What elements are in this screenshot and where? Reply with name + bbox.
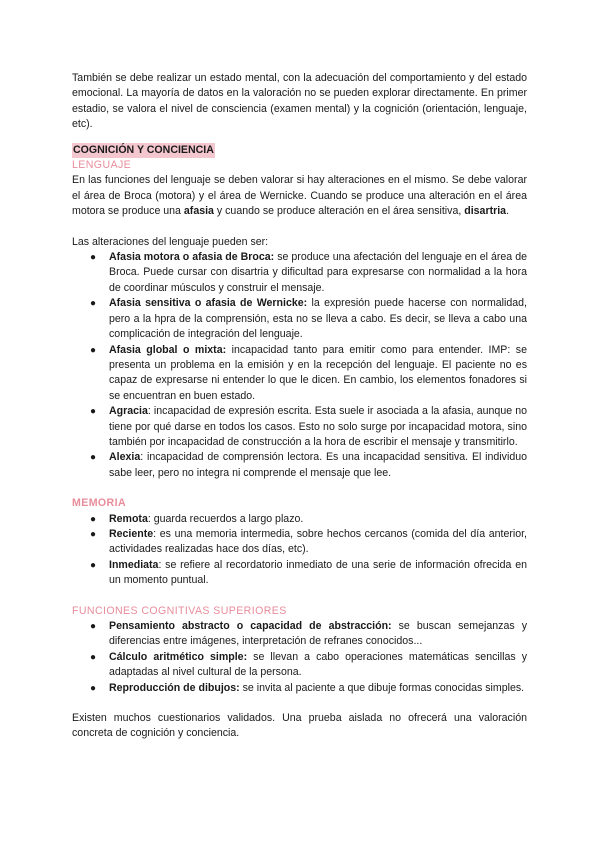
list-item: ● Inmediata: se refiere al recordatorio inmediato de una serie de información ofrecida en un momento puntual. — [90, 558, 527, 587]
bullet-icon: ● — [90, 513, 97, 525]
list-item: ● Agracia: incapacidad de expresión escrita. Esta suele ir asociada a la afasia, aunque no tiene por qué darse en todos los casos. Esto no solo surge por incapacidad motora, sino también por incapacidad de construcción a la hora de escribir el mensaje y transmitirlo. — [90, 405, 527, 448]
list-item: ● Pensamiento abstracto o capacidad de abstracción: se buscan semejanzas y diferencias entre imágenes, interpretación de refranes conocidos... — [90, 620, 527, 648]
list-item: ● Reciente: es una memoria intermedia, sobre hechos cercanos (comida del día anterior, actividades realizadas hace dos días, etc). — [90, 527, 527, 556]
heading-funciones: FUNCIONES COGNITIVAS SUPERIORES — [72, 604, 287, 617]
lenguaje-list-intro: Las alteraciones del lenguaje pueden ser: — [72, 235, 269, 248]
bullet-icon: ● — [90, 651, 97, 663]
heading-lenguaje: LENGUAJE — [72, 159, 132, 172]
lenguaje-paragraph: En las funciones del lenguaje se deben valorar si hay alteraciones en el mismo. Se debe valorar el área de Broca (motora) y el área de Wernicke. Cuando se produce una alteración en el área motora se produce una afasia y cuando se produce alteración en el área sensitiva, disartria. — [72, 174, 527, 218]
section-title: COGNICIÓN Y CONCIENCIA — [72, 143, 215, 158]
heading-memoria: MEMORIA — [72, 497, 126, 510]
bullet-icon: ● — [90, 528, 97, 540]
bullet-icon: ● — [90, 682, 97, 694]
list-item: ● Alexia: incapacidad de comprensión lectora. Es una incapacidad sensitiva. El individuo sabe leer, pero no integra ni comprende el mensaje que lee. — [90, 451, 527, 479]
closing-paragraph: Existen muchos cuestionarios validados. Una prueba aislada no ofrecerá una valoración concreta de cognición y conciencia. — [72, 712, 527, 740]
list-item: ● Reproducción de dibujos: se invita al paciente a que dibuje formas conocidas simples. — [72, 681, 527, 696]
list-item: ● Afasia motora o afasia de Broca: se produce una afectación del lenguaje en el área de Broca. Puede cursar con disartria y dificultad para expresarse con normalidad a la hora de coordinar músculos y construir el mensaje. — [90, 251, 527, 294]
bullet-icon: ● — [90, 252, 97, 264]
funciones-list — [72, 619, 527, 696]
lenguaje-list — [72, 250, 527, 481]
bullet-icon: ● — [90, 621, 97, 632]
list-item: ● Cálculo aritmético simple: se llevan a cabo operaciones matemáticas sencillas y adaptadas al nivel cultural de la persona. — [90, 650, 527, 679]
bullet-icon: ● — [90, 344, 97, 356]
bullet-icon: ● — [90, 452, 97, 464]
intro-paragraph: También se debe realizar un estado mental, con la adecuación del comportamiento y del estado emocional. La mayoría de datos en la valoración no se pueden explorar directamente. En primer estadio, se valora el nivel de consciencia (examen mental) y la cognición (orientación, lenguaje, etc). — [72, 72, 527, 131]
list-item: ● Remota: guarda recuerdos a largo plazo. — [72, 512, 527, 527]
bullet-icon: ● — [90, 406, 97, 418]
document-body — [72, 71, 527, 742]
memoria-list — [72, 512, 527, 589]
bullet-icon: ● — [90, 298, 97, 310]
bullet-icon: ● — [90, 559, 97, 571]
list-item: ● Afasia global o mixta: incapacidad tanto para emitir como para entender. IMP: se presenta un problema en la emisión y en la recepción del lenguaje. El paciente no es capaz de expresarse ni entender lo que le dicen. En cambio, los elementos fonadores si se encuentran en buen estado. — [90, 343, 527, 402]
list-item: ● Afasia sensitiva o afasia de Wernicke: la expresión puede hacerse con normalidad, pero a la hpra de la comprensión, esta no se lleva a cabo. Es decir, se lleva a cabo una complicación de integración del lenguaje. — [90, 297, 527, 341]
